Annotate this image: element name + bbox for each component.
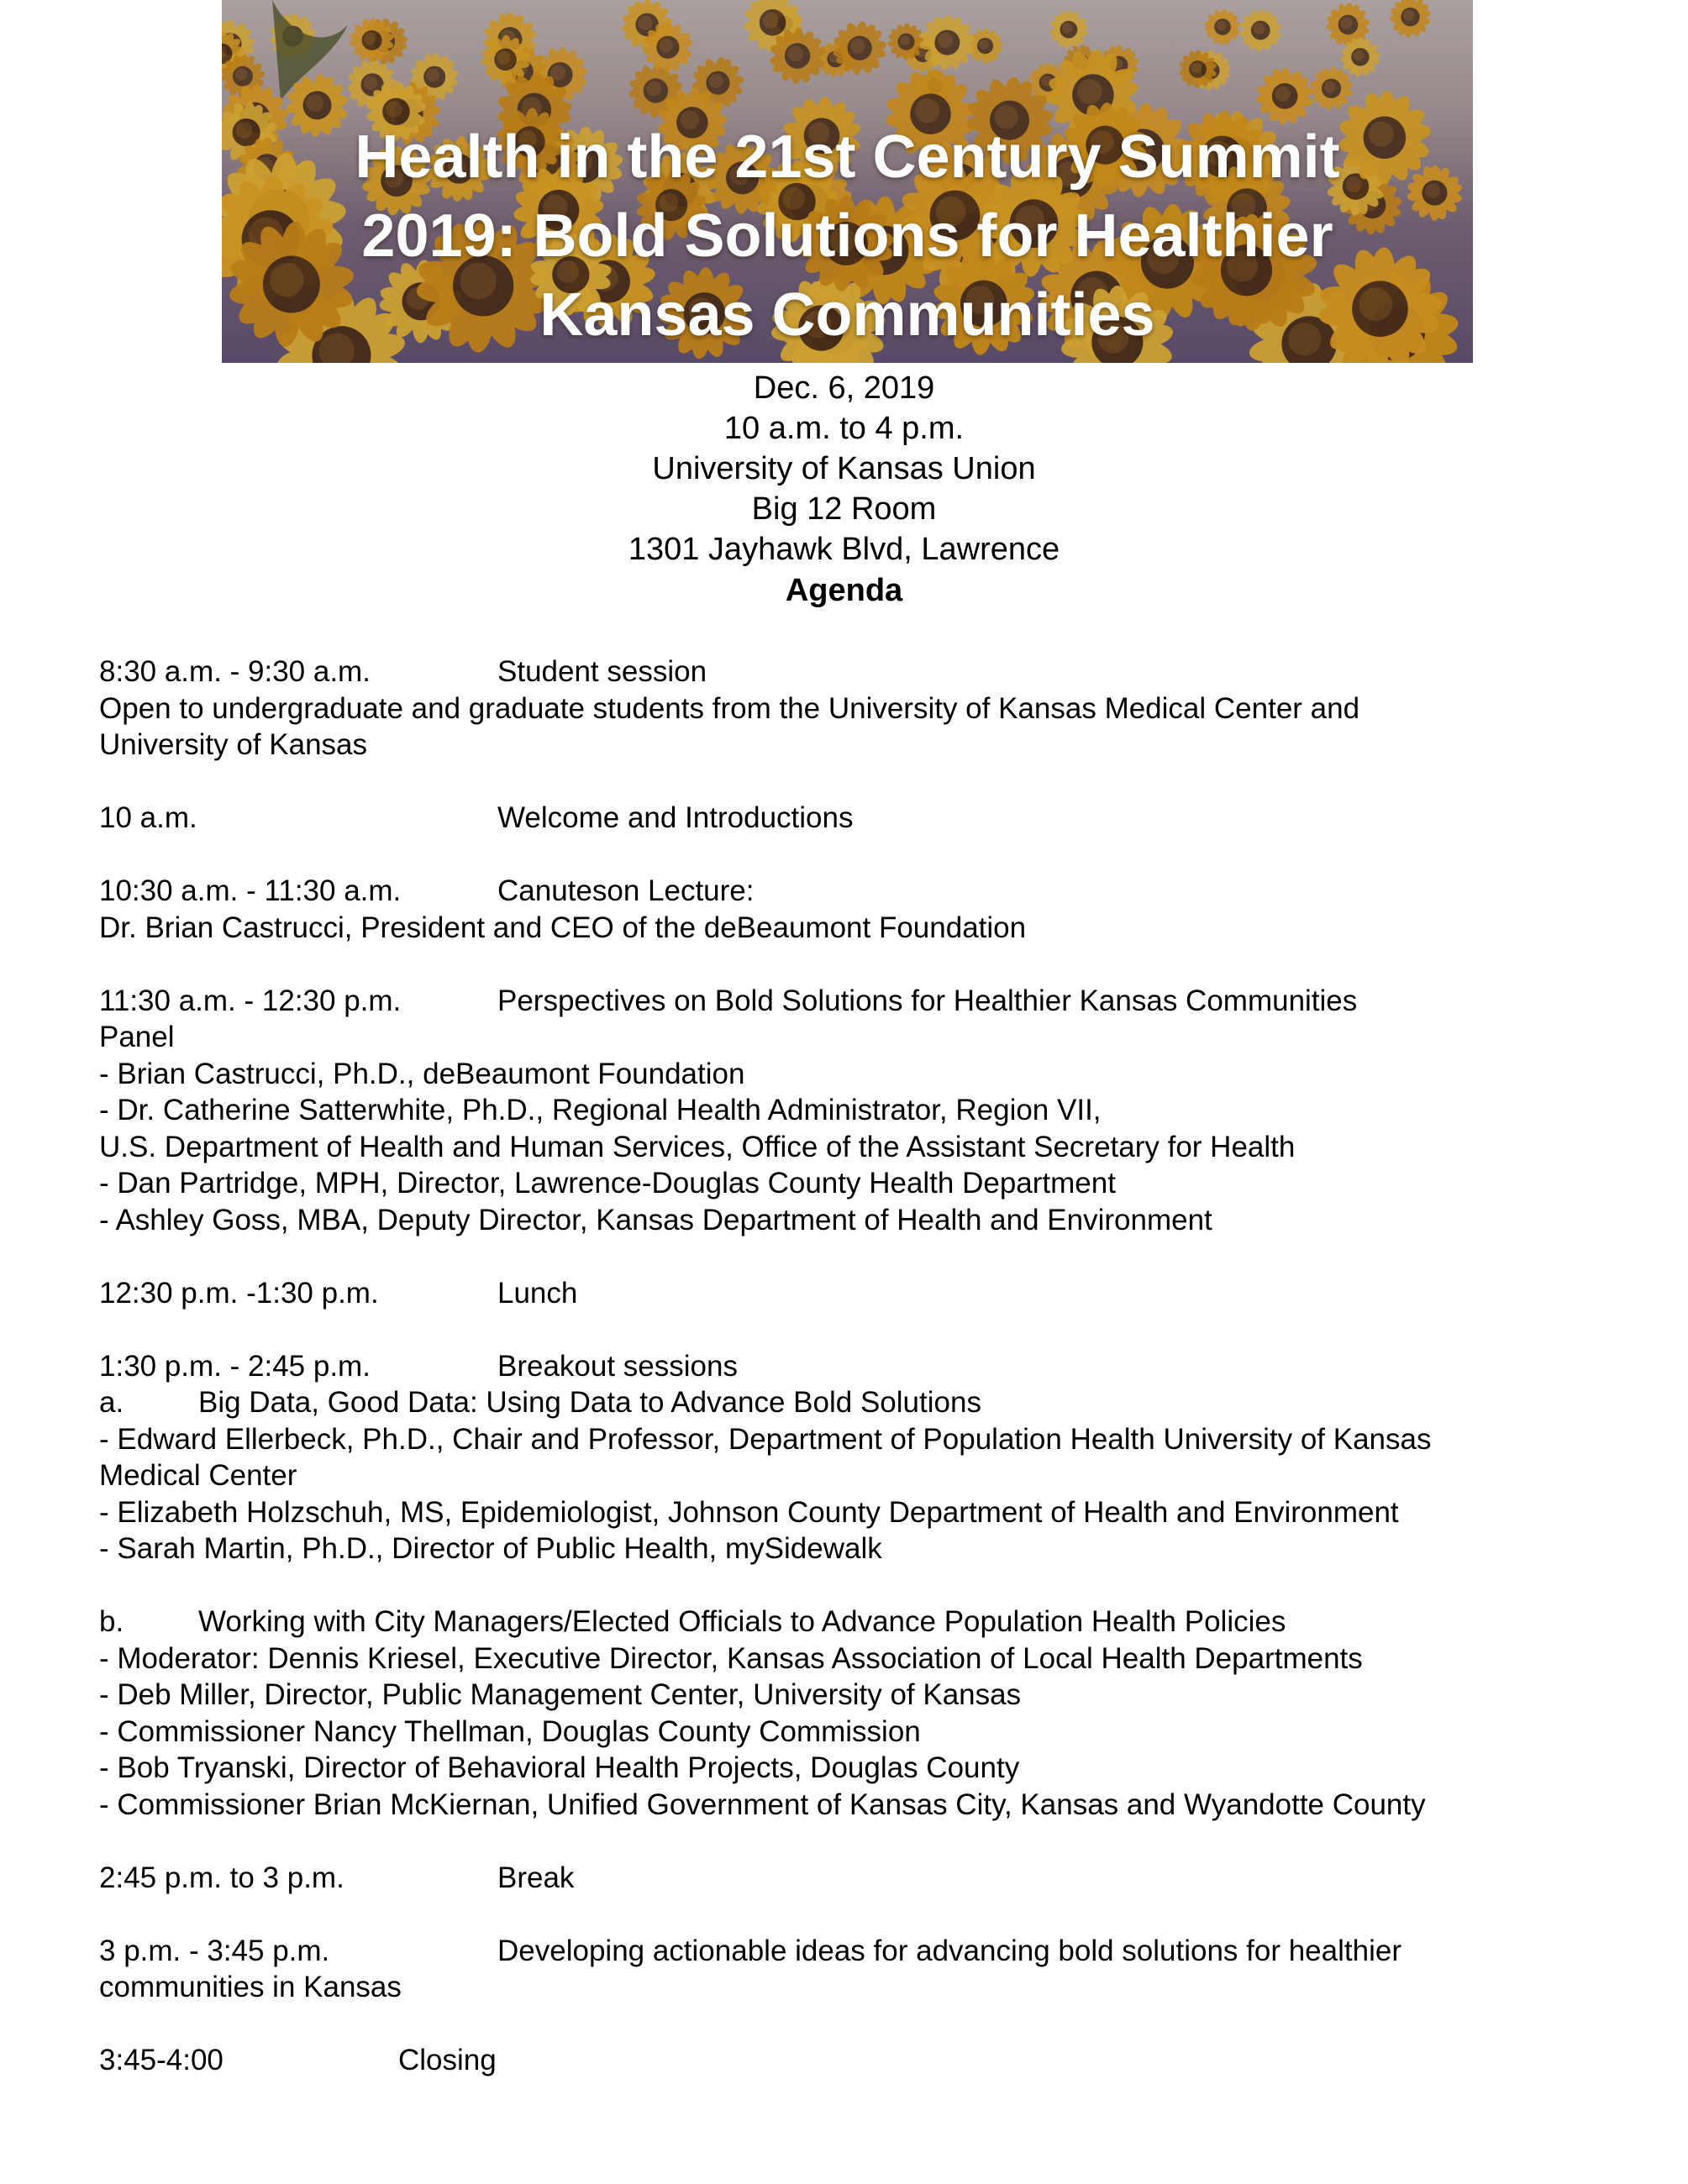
agenda-item-closing <box>99 2042 1612 2079</box>
agenda-time: 1:30 p.m. - 2:45 p.m. <box>99 1349 371 1383</box>
agenda-detail: communities in Kansas <box>99 1971 402 2003</box>
banner-title-line-2: 2019: Bold Solutions for Healthier <box>361 202 1333 270</box>
agenda-time: 10:30 a.m. - 11:30 a.m. <box>99 874 402 907</box>
agenda-detail: U.S. Department of Health and Human Services, Office of the Assistant Secretary for Health <box>99 1130 1296 1163</box>
agenda-detail: - Ashley Goss, MBA, Deputy Director, Kansas Department of Health and Environment <box>99 1203 1212 1236</box>
event-time: 10 a.m. to 4 p.m. <box>723 411 965 446</box>
agenda-item-break <box>99 1860 1612 1897</box>
agenda-item-breakout-sessions <box>99 1348 1612 1567</box>
agenda-list <box>99 654 1612 2115</box>
agenda-title: Canuteson Lecture: <box>497 874 755 907</box>
agenda-title: Developing actionable ideas for advancing bold solutions for healthier <box>497 1934 1401 1967</box>
banner-title-line-3: Kansas Communities <box>539 281 1155 349</box>
session-speaker: - Edward Ellerbeck, Ph.D., Chair and Professor, Department of Population Health University of Kansas <box>99 1422 1432 1456</box>
breakout-session-b <box>99 1604 1612 1823</box>
session-speaker: - Deb Miller, Director, Public Management Center, University of Kansas <box>99 1678 1022 1711</box>
agenda-detail: - Dan Partridge, MPH, Director, Lawrence-Douglas County Health Department <box>99 1167 1116 1200</box>
agenda-item-welcome <box>99 800 1612 837</box>
agenda-time: 3:45-4:00 <box>99 2044 223 2076</box>
agenda-title: Welcome and Introductions <box>497 801 854 834</box>
session-letter: a. <box>99 1386 124 1419</box>
agenda-detail: - Brian Castrucci, Ph.D., deBeaumont Foundation <box>99 1057 745 1090</box>
agenda-title: Lunch <box>497 1276 578 1310</box>
agenda-detail: Dr. Brian Castrucci, President and CEO of the deBeaumont Foundation <box>99 911 1027 944</box>
agenda-time: 12:30 p.m. -1:30 p.m. <box>99 1276 379 1310</box>
session-speaker: - Commissioner Nancy Thellman, Douglas County Commission <box>99 1714 921 1748</box>
agenda-title: Perspectives on Bold Solutions for Healthier Kansas Communities <box>497 984 1358 1017</box>
agenda-time: 2:45 p.m. to 3 p.m. <box>99 1861 344 1894</box>
agenda-detail: University of Kansas <box>99 728 368 761</box>
event-date: Dec. 6, 2019 <box>753 370 935 406</box>
session-speaker: - Moderator: Dennis Kriesel, Executive Director, Kansas Association of Local Health Departments <box>99 1641 1363 1675</box>
session-speaker: - Bob Tryanski, Director of Behavioral Health Projects, Douglas County <box>99 1751 1020 1784</box>
session-title: Working with City Managers/Elected Officials to Advance Population Health Policies <box>198 1605 1286 1638</box>
banner-title-line-1: Health in the 21st Century Summit <box>355 123 1340 191</box>
agenda-time: 8:30 a.m. - 9:30 a.m. <box>99 655 371 688</box>
agenda-item-actionable-ideas <box>99 1933 1612 2006</box>
event-address: 1301 Jayhawk Blvd, Lawrence <box>628 532 1060 567</box>
agenda-item-lunch <box>99 1275 1612 1312</box>
agenda-title: Breakout sessions <box>497 1349 738 1383</box>
session-speaker: - Sarah Martin, Ph.D., Director of Public Health, mySidewalk <box>99 1532 882 1565</box>
agenda-item-canuteson-lecture <box>99 873 1612 946</box>
agenda-heading: Agenda <box>785 573 903 608</box>
session-speaker: Medical Center <box>99 1459 297 1492</box>
session-speaker: - Commissioner Brian McKiernan, Unified Government of Kansas City, Kansas and Wyandotte County <box>99 1788 1426 1821</box>
event-info <box>0 368 1688 570</box>
agenda-time: 10 a.m. <box>99 801 197 834</box>
agenda-item-student-session <box>99 654 1612 764</box>
agenda-title: Student session <box>497 655 707 688</box>
agenda-item-perspectives-panel <box>99 983 1612 1239</box>
session-letter: b. <box>99 1605 124 1638</box>
event-room: Big 12 Room <box>751 491 937 527</box>
agenda-title: Break <box>497 1861 575 1894</box>
banner-title <box>222 118 1473 354</box>
session-title: Big Data, Good Data: Using Data to Advance Bold Solutions <box>198 1386 981 1419</box>
event-venue: University of Kansas Union <box>652 451 1036 486</box>
agenda-detail: Panel <box>99 1021 175 1053</box>
agenda-time: 3 p.m. - 3:45 p.m. <box>99 1934 330 1967</box>
agenda-time: 11:30 a.m. - 12:30 p.m. <box>99 984 402 1017</box>
agenda-detail: Open to undergraduate and graduate students from the University of Kansas Medical Center and <box>99 691 1360 725</box>
agenda-detail: - Dr. Catherine Satterwhite, Ph.D., Regional Health Administrator, Region VII, <box>99 1094 1102 1126</box>
agenda-title: Closing <box>398 2044 497 2076</box>
session-speaker: - Elizabeth Holzschuh, MS, Epidemiologist, Johnson County Department of Health and Environment <box>99 1495 1399 1529</box>
breakout-session-a <box>99 1384 1612 1421</box>
header-banner <box>222 0 1473 363</box>
